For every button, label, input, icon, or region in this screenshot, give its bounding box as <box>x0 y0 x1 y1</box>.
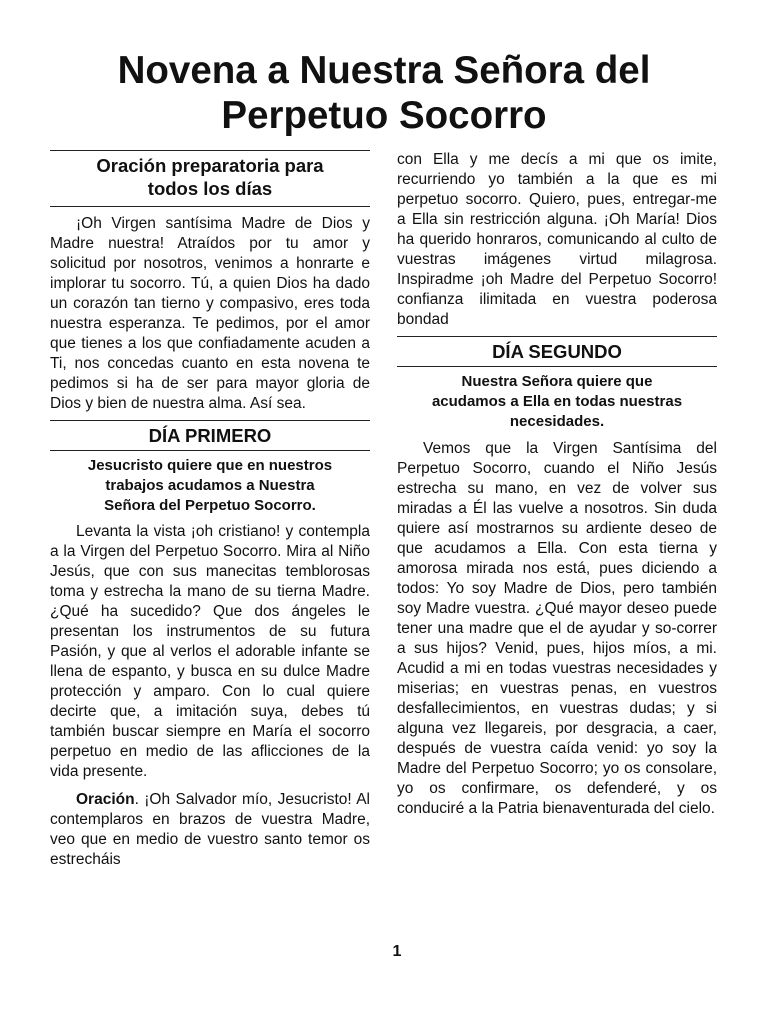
right-column <box>397 150 717 819</box>
day-2-subheading-line-1: Nuestra Señora quiere que <box>461 373 653 390</box>
day-2-text: Vemos que la Virgen Santísima del Perpetuo Socorro, cuando el Niño Jesús estrecha su mano, en vez de volver sus miradas a Él las vuelve a nosotros. Sin duda quiere así mostrarnos su ardiente deseo de que acudamos a Ella. Con esta tierna y amorosa mirada nos está, pues diciendo a todos: Yo soy Madre de Dios, pero también soy Madre vuestra. ¿Qué mayor deseo puede tener una madre que el de ayudar y so-correr a sus hijos? Venid, pues, hijos míos, a mi. Acudid a mi en todas vuestras necesidades y miserias; en vuestras penas, en vuestros desfallecimientos, en vuestras dudas; y si alguna vez llegareis, por desgracia, a caer, después de vuestra caída venid: yo soy la Madre del Perpetuo Socorro; yo os consolare, yo os confirmare, os defenderé, y os conduciré a la Patria bienaventurada del cielo. <box>397 440 717 817</box>
prep-prayer-heading-line-1: Oración preparatoria para <box>96 155 324 176</box>
left-column <box>50 150 370 870</box>
day-1-text: Levanta la vista ¡oh cristiano! y contempla a la Virgen del Perpetuo Socorro. Mira al Niño Jesús, que con sus manecitas temblorosas toma y estrecha la mano de su tierna Madre. ¿Qué ha sucedido? Que dos ángeles le presentan los instrumentos de su futura Pasión, y que al verlos el adorable infante se llena de espanto, y busca en su dulce Madre protección y amparo. Con lo cual quiere decirte que, a imitación suya, debes tú también buscar siempre en María el socorro perpetuo en medio de las aflicciones de la vida presente. <box>50 523 370 780</box>
day-2-heading: DÍA SEGUNDO <box>492 341 622 362</box>
day-2-subheading-line-3: necesidades. <box>509 413 605 430</box>
day-1-subheading-line-2: trabajos acudamos a Nuestra <box>105 477 315 494</box>
page-number: 1 <box>392 943 402 960</box>
day-1-heading: DÍA PRIMERO <box>148 425 272 446</box>
prayer-label: Oración <box>76 791 135 808</box>
prep-prayer-text: ¡Oh Virgen santísima Madre de Dios y Madre nuestra! Atraídos por tu amor y solicitud por nosotros, venimos a honrarte e implorar tu socorro. Tú, a quien Dios ha dado un corazón tan tierno y compasivo, eres toda nuestra esperanza. Te pedimos, por el amor que tienes a los que confiadamente acuden a Ti, nos concedas cuanto en esta novena te pedimos si ha de ser para mayor gloria de Dios y bien de nuestra alma. Así sea. <box>50 215 370 412</box>
document-title-line-1: Novena a Nuestra Señora del <box>117 49 651 92</box>
day-2-subheading-line-2: acudamos a Ella en todas nuestras <box>431 393 683 410</box>
prayer-text: . ¡Oh Salvador mío, Jesucristo! Al contemplaros en brazos de vuestra Madre, veo que en medio de vuestro santo temor os estrecháis <box>50 791 370 868</box>
day-2-subheading <box>397 372 717 432</box>
document-title <box>40 48 728 138</box>
day-1-subheading <box>50 456 370 516</box>
day-1-subheading-line-1: Jesucristo quiere que en nuestros <box>87 457 333 474</box>
day-1-prayer <box>50 790 370 870</box>
document-title-line-2: Perpetuo Socorro <box>221 94 547 137</box>
prayer-continued-text: con Ella y me decís a mi que os imite, recurriendo yo también a la que es mi perpetuo socorro. Quiero, pues, entregar-me a Ella sin restricción alguna. ¡Oh María! Dios ha querido honraros, comunicando al culto de vuestras imágenes virtud milagrosa. Inspiradme ¡oh Madre del Perpetuo Socorro! confianza ilimitada en vuestra poderosa bondad <box>397 151 717 328</box>
day-1-subheading-line-3: Señora del Perpetuo Socorro. <box>104 497 316 514</box>
prep-prayer-heading <box>50 154 370 200</box>
prep-prayer-heading-line-2: todos los días <box>147 178 273 199</box>
